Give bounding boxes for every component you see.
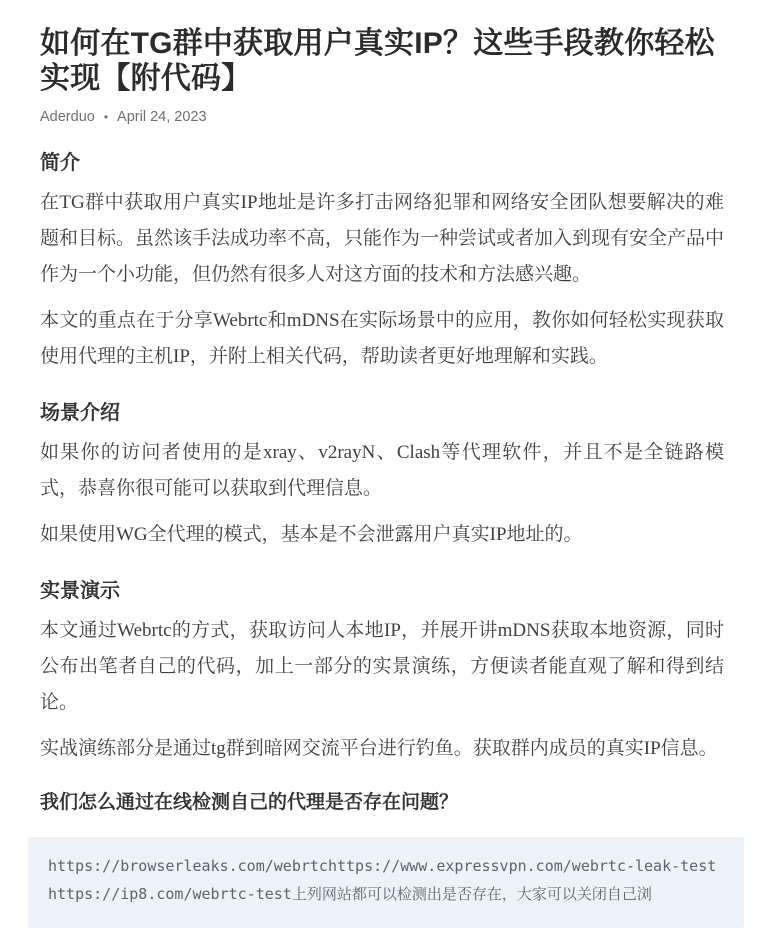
question-heading: 我们怎么通过在线检测自己的代理是否存在问题？ [40,792,459,814]
paragraph-scene-2: 如果使用WG全代理的模式，基本是不会泄露用户真实IP地址的。 [40,524,583,546]
section-heading-scene: 场景介绍 [40,402,120,425]
page-title: 如何在TG群中获取用户真实IP？这些手段教你轻松实现【附代码】 [40,27,715,96]
author-name: Aderduo [40,109,95,126]
paragraph-demo-2: 实战演练部分是通过tg群到暗网交流平台进行钓鱼。获取群内成员的真实IP信息。 [40,738,718,760]
section-heading-intro: 简介 [40,152,80,175]
paragraph-demo-1: 本文通过Webrtc的方式，获取访问人本地IP，并展开讲mDNS获取本地资源，同时公布出笔者自己的代码，加上一部分的实景演练，方便读者能直观了解和得到结论。 [40,620,724,714]
byline [40,109,730,125]
publish-date: April 24, 2023 [117,109,207,126]
code-block: https://browserleaks.com/webrtchttps://www.expressvpn.com/webrtc-leak-testhttps://ip8.com/webrtc-test上列网站都可以检测出是否存在，大家可以关闭自己浏 [28,837,744,928]
section-heading-demo: 实景演示 [40,580,120,603]
paragraph-scene-1: 如果你的访问者使用的是xray、v2rayN、Clash等代理软件，并且不是全链路模式，恭喜你很可能可以获取到代理信息。 [40,442,724,500]
paragraph-intro-1: 在TG群中获取用户真实IP地址是许多打击网络犯罪和网络安全团队想要解决的难题和目标。虽然该手法成功率不高，只能作为一种尝试或者加入到现有安全产品中作为一个小功能，但仍然有很多人对这方面的技术和方法感兴趣。 [40,192,725,286]
paragraph-intro-2: 本文的重点在于分享Webrtc和mDNS在实际场景中的应用，教你如何轻松实现获取使用代理的主机IP，并附上相关代码，帮助读者更好地理解和实践。 [40,310,724,368]
meta-separator: • [103,110,109,125]
